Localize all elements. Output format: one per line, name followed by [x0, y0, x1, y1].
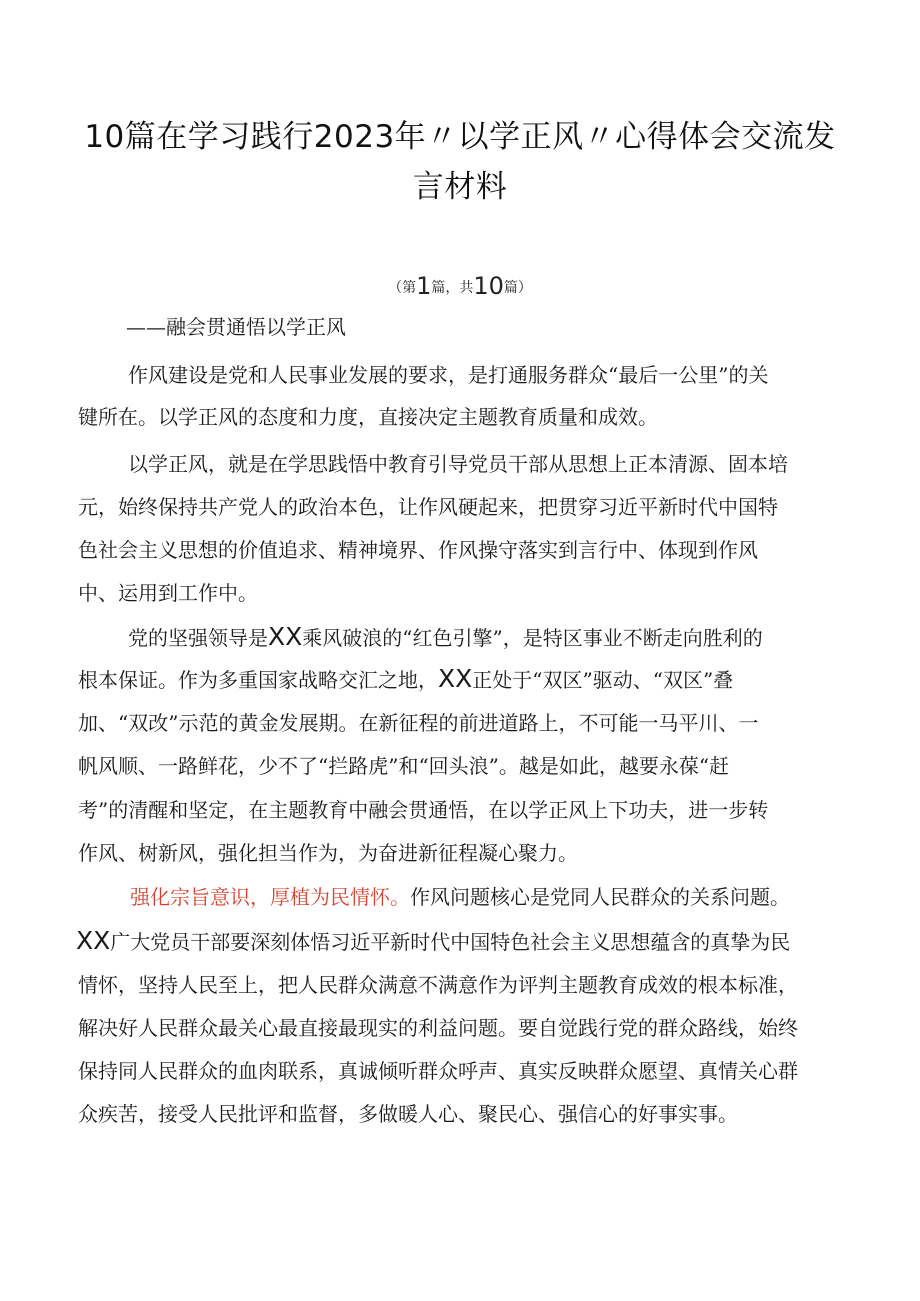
para3-line-2 [78, 666, 733, 693]
para2-line-3: 色社会主义思想的价值追求、精神境界、作风操守落实到言行中、体现到作风 [78, 538, 758, 562]
title-line-1: 10篇在学习践行2023年〃以学正风〃心得体会交流发 [84, 119, 836, 155]
para3-line-3: 加、“双改”示范的黄金发展期。在新征程的前进道路上，不可能一马平川、一 [78, 711, 759, 735]
para3-line-2-a: 根本保证。作为多重国家战略交汇之地， [78, 668, 438, 692]
para3-line-4: 帆风顺、一路鲜花，少不了“拦路虎”和“回头浪”。越是如此，越要永葆“赶 [78, 754, 730, 778]
para2-line-4: 中、运用到工作中。 [78, 581, 258, 605]
para1-line-2: 键所在。以学正风的态度和力度，直接决定主题教育质量和成效。 [78, 405, 658, 429]
part-prefix: （第 [388, 280, 417, 296]
para3-line-2-b: 正处于“双区”驱动、“双区”叠 [472, 668, 734, 692]
part-current-number: 1 [416, 272, 432, 300]
para3-line-6: 作风、树新风，强化担当作为，为奋进新征程凝心聚力。 [78, 841, 578, 865]
placeholder-xx: XX [76, 926, 111, 955]
document-title [60, 112, 860, 212]
title-line-2: 言材料 [412, 169, 508, 205]
para2-line-1: 以学正风，就是在学思践悟中教育引导党员干部从思想上正本清源、固本培 [128, 452, 788, 476]
part-suffix: 篇） [503, 280, 532, 296]
placeholder-xx: XX [438, 664, 473, 693]
part-mid: 篇，共 [431, 280, 474, 296]
para4-line-1-rest: 作风问题核心是党同人民群众的关系问题。 [410, 885, 790, 909]
para4-line-2 [76, 928, 790, 955]
para4-line-6: 众疾苦，接受人民批评和监督，多做暖人心、聚民心、强信心的好事实事。 [78, 1102, 738, 1126]
para3-line-1 [128, 624, 763, 651]
para3-line-5: 考”的清醒和坚定，在主题教育中融会贯通悟，在以学正风上下功夫，进一步转 [78, 798, 769, 822]
para4-line-3: 情怀，坚持人民至上，把人民群众满意不满意作为评判主题教育成效的根本标准， [78, 973, 798, 997]
para4-line-4: 解决好人民群众最关心最直接最现实的利益问题。要自觉践行党的群众路线，始终 [78, 1016, 798, 1040]
para4-line-2-rest: 广大党员干部要深刻体悟习近平新时代中国特色社会主义思想蕴含的真挚为民 [110, 930, 791, 954]
placeholder-xx: XX [268, 622, 303, 651]
para4-heading: 强化宗旨意识，厚植为民情怀。 [130, 885, 410, 909]
part-total-number: 10 [473, 272, 504, 300]
part-indicator [0, 272, 920, 300]
para2-line-2: 元，始终保持共产党人的政治本色，让作风硬起来，把贯穿习近平新时代中国特 [78, 495, 778, 519]
section-subtitle: ——融会贯通悟以学正风 [126, 315, 346, 339]
para4-line-5: 保持同人民群众的血肉联系，真诚倾听群众呼声、真实反映群众愿望、真情关心群 [78, 1059, 798, 1083]
para3-line-1-b: 乘风破浪的“红色引擎”，是特区事业不断走向胜利的 [302, 626, 763, 650]
para1-line-1: 作风建设是党和人民事业发展的要求，是打通服务群众“最后一公里”的关 [128, 363, 769, 387]
para4-line-1 [130, 884, 790, 910]
para3-line-1-a: 党的坚强领导是 [128, 626, 268, 650]
